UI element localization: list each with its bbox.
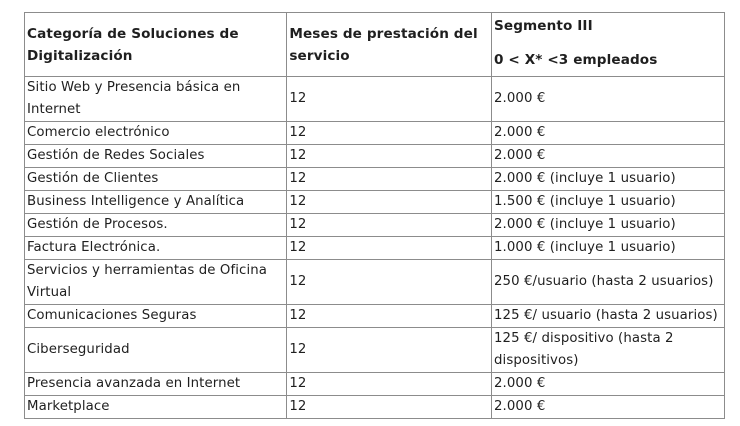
cell-months: 12	[287, 373, 492, 396]
cell-amount: 2.000 €	[491, 396, 724, 419]
table-row	[25, 145, 725, 168]
cell-category: Gestión de Clientes	[25, 168, 287, 191]
cell-amount: 2.000 €	[491, 122, 724, 145]
cell-months: 12	[287, 396, 492, 419]
header-segment-range: 0 < X* <3 empleados	[493, 52, 658, 68]
digitalization-solutions-table	[24, 12, 725, 419]
cell-amount: 125 €/ usuario (hasta 2 usuarios)	[491, 305, 724, 328]
cell-category: Servicios y herramientas de Oficina Virtual	[25, 260, 287, 305]
cell-months: 12	[287, 191, 492, 214]
cell-category: Gestión de Redes Sociales	[25, 145, 287, 168]
header-category: Categoría de Soluciones de Digitalización	[25, 13, 287, 77]
table-row	[25, 77, 725, 122]
cell-category: Sitio Web y Presencia básica en Internet	[25, 77, 287, 122]
cell-amount: 2.000 €	[491, 77, 724, 122]
cell-category: Business Intelligence y Analítica	[25, 191, 287, 214]
cell-amount: 2.000 € (incluye 1 usuario)	[491, 168, 724, 191]
header-months: Meses de prestación del servicio	[287, 13, 492, 77]
cell-amount: 250 €/usuario (hasta 2 usuarios)	[491, 260, 724, 305]
cell-category: Presencia avanzada en Internet	[25, 373, 287, 396]
cell-months: 12	[287, 328, 492, 373]
table-row	[25, 214, 725, 237]
cell-category: Marketplace	[25, 396, 287, 419]
table-row	[25, 305, 725, 328]
cell-amount: 2.000 €	[491, 145, 724, 168]
cell-amount: 2.000 €	[491, 373, 724, 396]
cell-months: 12	[287, 145, 492, 168]
header-segment	[491, 13, 724, 77]
cell-months: 12	[287, 237, 492, 260]
cell-months: 12	[287, 168, 492, 191]
cell-amount: 125 €/ dispositivo (hasta 2 dispositivos)	[491, 328, 724, 373]
cell-category: Ciberseguridad	[25, 328, 287, 373]
table-row	[25, 191, 725, 214]
table-container	[24, 12, 725, 419]
table-row	[25, 237, 725, 260]
cell-months: 12	[287, 77, 492, 122]
table-row	[25, 168, 725, 191]
table-row	[25, 260, 725, 305]
table-row	[25, 328, 725, 373]
cell-amount: 2.000 € (incluye 1 usuario)	[491, 214, 724, 237]
cell-amount: 1.500 € (incluye 1 usuario)	[491, 191, 724, 214]
cell-months: 12	[287, 122, 492, 145]
cell-months: 12	[287, 260, 492, 305]
table-row	[25, 122, 725, 145]
cell-months: 12	[287, 214, 492, 237]
header-segment-title: Segmento III	[493, 18, 593, 34]
cell-category: Factura Electrónica.	[25, 237, 287, 260]
cell-category: Gestión de Procesos.	[25, 214, 287, 237]
cell-category: Comunicaciones Seguras	[25, 305, 287, 328]
table-header-row	[25, 13, 725, 77]
cell-months: 12	[287, 305, 492, 328]
cell-category: Comercio electrónico	[25, 122, 287, 145]
cell-amount: 1.000 € (incluye 1 usuario)	[491, 237, 724, 260]
table-row	[25, 396, 725, 419]
table-row	[25, 373, 725, 396]
